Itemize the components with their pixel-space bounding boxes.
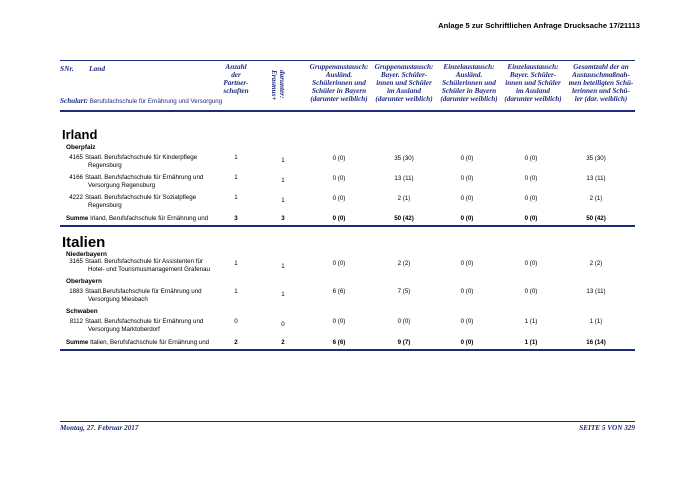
header-total bbox=[565, 63, 637, 103]
single-foreign-value: 0 (0) bbox=[460, 195, 474, 202]
partner-count: 1 bbox=[234, 260, 238, 267]
group-foreign-value: 0 (0) bbox=[332, 215, 346, 222]
group-bavarian-value: 35 (30) bbox=[394, 155, 414, 162]
erasmus-count: 3 bbox=[281, 215, 285, 222]
school-name-line2: Versorgung Regensburg bbox=[88, 182, 156, 189]
total-value: 35 (30) bbox=[586, 155, 606, 162]
footer-date: Montag, 27. Februar 2017 bbox=[60, 424, 139, 432]
group-foreign-value: 0 (0) bbox=[332, 260, 346, 267]
single-bavarian-value: 0 (0) bbox=[524, 195, 538, 202]
sum-word: Summe bbox=[66, 215, 89, 222]
page-header: Anlage 5 zur Schriftlichen Anfrage Drucksache 17/21113 bbox=[438, 21, 640, 30]
header-c3-l4: Schüler in Bayern bbox=[441, 87, 497, 95]
table-row bbox=[60, 194, 635, 214]
header-single-foreign bbox=[436, 63, 502, 103]
school-number: 4165 bbox=[69, 154, 83, 161]
header-c1-l2: Ausländ. bbox=[325, 71, 353, 79]
sum-text: Irland, Berufsfachschule für Ernährung und bbox=[90, 215, 209, 222]
sum-underline bbox=[60, 225, 635, 227]
header-c2-l3: innen und Schüler bbox=[376, 79, 432, 87]
single-foreign-value: 0 (0) bbox=[460, 318, 474, 325]
header-c4-l5: (darunter weiblich) bbox=[504, 95, 562, 103]
header-c4-l1: Einzelaustausch: bbox=[507, 63, 559, 71]
single-foreign-value: 0 (0) bbox=[460, 155, 474, 162]
footer-page-number: SEITE 5 VON 329 bbox=[579, 424, 635, 432]
erasmus-count: 0 bbox=[281, 321, 285, 328]
partner-count: 1 bbox=[234, 174, 238, 181]
total-value: 2 (1) bbox=[589, 195, 603, 202]
header-erasmus-l1: darunter: bbox=[278, 70, 286, 99]
header-c2-l2: Bayer. Schüler- bbox=[380, 71, 428, 79]
header-c1-l4: Schüler in Bayern bbox=[311, 87, 367, 95]
header-group-bavarian bbox=[371, 63, 437, 103]
header-erasmus bbox=[270, 70, 286, 100]
group-foreign-value: 0 (0) bbox=[332, 318, 346, 325]
single-bavarian-value: 0 (0) bbox=[524, 260, 538, 267]
header-erasmus-l2: Erasmus+ bbox=[270, 70, 278, 101]
school-name-line1: Staatl. Berufsfachschule für Assistenten für bbox=[85, 258, 203, 265]
schulart-value: Berufsfachschule für Ernährung und Versorgung bbox=[89, 98, 223, 105]
single-foreign-value: 0 (0) bbox=[460, 215, 474, 222]
total-value: 13 (11) bbox=[586, 175, 606, 182]
erasmus-count: 2 bbox=[281, 339, 285, 346]
header-group-foreign bbox=[306, 63, 372, 103]
header-c2-l5: (darunter weiblich) bbox=[375, 95, 433, 103]
single-bavarian-value: 0 (0) bbox=[524, 175, 538, 182]
sum-word: Summe bbox=[66, 339, 89, 346]
single-bavarian-value: 0 (0) bbox=[524, 215, 538, 222]
erasmus-count: 1 bbox=[281, 197, 285, 204]
group-bavarian-value: 2 (1) bbox=[397, 195, 411, 202]
school-number: 4222 bbox=[69, 194, 83, 201]
partner-count: 3 bbox=[234, 215, 238, 222]
group-foreign-value: 0 (0) bbox=[332, 155, 346, 162]
sum-underline bbox=[60, 349, 635, 351]
header-partner-l4: schaften bbox=[223, 87, 249, 95]
erasmus-count: 1 bbox=[281, 291, 285, 298]
header-c4-l2: Bayer. Schüler- bbox=[509, 71, 557, 79]
header-c2-l4: im Ausland bbox=[387, 87, 421, 95]
school-name-line1: Staatl. Berufsfachschule für Ernährung und bbox=[85, 174, 204, 181]
group-bavarian-value: 7 (5) bbox=[397, 288, 411, 295]
partner-count: 1 bbox=[234, 194, 238, 201]
sum-label bbox=[66, 339, 236, 347]
group-bavarian-value: 9 (7) bbox=[397, 339, 411, 346]
header-c4-l3: innen und Schüler bbox=[505, 79, 561, 87]
partner-count: 0 bbox=[234, 318, 238, 325]
header-c3-l2: Ausländ. bbox=[455, 71, 483, 79]
header-top-rule bbox=[60, 60, 635, 61]
erasmus-count: 1 bbox=[281, 263, 285, 270]
total-value: 13 (11) bbox=[586, 288, 606, 295]
partner-count: 1 bbox=[234, 154, 238, 161]
single-foreign-value: 0 (0) bbox=[460, 288, 474, 295]
total-value: 50 (42) bbox=[586, 215, 606, 222]
header-bottom-rule bbox=[60, 110, 635, 112]
total-value: 1 (1) bbox=[589, 318, 603, 325]
sum-label bbox=[66, 215, 236, 223]
group-foreign-value: 6 (6) bbox=[332, 339, 346, 346]
single-bavarian-value: 0 (0) bbox=[524, 155, 538, 162]
school-name-line2: Regensburg bbox=[88, 202, 122, 209]
school-name-line1: Staatl. Berufsfachschule für Sozialpflege bbox=[85, 194, 197, 201]
group-bavarian-value: 50 (42) bbox=[394, 215, 414, 222]
table-row bbox=[60, 288, 635, 308]
single-foreign-value: 0 (0) bbox=[460, 339, 474, 346]
table-row bbox=[60, 174, 635, 194]
header-c5-l1: Gesamtzahl der an bbox=[573, 63, 629, 71]
partner-count: 2 bbox=[234, 339, 238, 346]
header-schulart bbox=[60, 97, 222, 105]
header-partner bbox=[216, 63, 256, 95]
group-foreign-value: 0 (0) bbox=[332, 175, 346, 182]
header-snr: SNr. bbox=[60, 64, 74, 73]
sum-text: Italien, Berufsfachschule für Ernährung und bbox=[90, 339, 210, 346]
school-name-line1: Staatl. Berufsfachschule für Ernährung und bbox=[85, 318, 204, 325]
header-c2-l1: Gruppenaustausch: bbox=[374, 63, 434, 71]
partner-count: 1 bbox=[234, 288, 238, 295]
school-name-line1: Staatl. Berufsfachschule für Kinderpflege bbox=[85, 154, 198, 161]
school-number: 8112 bbox=[69, 318, 83, 325]
table-row bbox=[60, 154, 635, 174]
header-c5-l3: men beteiligten Schü- bbox=[568, 79, 634, 87]
school-name-line2: Regensburg bbox=[88, 162, 122, 169]
header-partner-l3: Partner- bbox=[223, 79, 249, 87]
school-name-line2: Hotel- und Tourismusmanagement Grafenau bbox=[88, 266, 210, 273]
region-title: Oberbayern bbox=[66, 278, 102, 285]
header-c1-l5: (darunter weiblich) bbox=[310, 95, 368, 103]
header-c5-l2: Austauschmaßnah- bbox=[572, 71, 630, 79]
region-title: Oberpfalz bbox=[66, 144, 96, 151]
group-bavarian-value: 13 (11) bbox=[394, 175, 414, 182]
total-value: 16 (14) bbox=[586, 339, 606, 346]
school-name-line2: Versorgung Miesbach bbox=[88, 296, 148, 303]
school-number: 1883 bbox=[69, 288, 83, 295]
total-value: 2 (2) bbox=[589, 260, 603, 267]
single-bavarian-value: 0 (0) bbox=[524, 288, 538, 295]
group-bavarian-value: 0 (0) bbox=[397, 318, 411, 325]
single-foreign-value: 0 (0) bbox=[460, 175, 474, 182]
header-partner-l2: der bbox=[231, 71, 241, 79]
group-bavarian-value: 2 (2) bbox=[397, 260, 411, 267]
header-partner-l1: Anzahl bbox=[225, 63, 247, 71]
single-bavarian-value: 1 (1) bbox=[524, 339, 538, 346]
schulart-label: Schulart: bbox=[60, 97, 88, 105]
header-c3-l5: (darunter weiblich) bbox=[440, 95, 498, 103]
header-c3-l3: Schülerinnen und bbox=[442, 79, 496, 87]
erasmus-count: 1 bbox=[281, 157, 285, 164]
school-number: 3165 bbox=[69, 258, 83, 265]
table-row bbox=[60, 258, 635, 278]
header-c1-l1: Gruppenaustausch: bbox=[309, 63, 369, 71]
header-c5-l4: lerinnen und Schü- bbox=[572, 87, 630, 95]
header-c3-l1: Einzelaustausch: bbox=[443, 63, 495, 71]
country-title: Italien bbox=[62, 234, 106, 251]
school-name-line2: Versorgung Marktoberdorf bbox=[88, 326, 160, 333]
group-foreign-value: 0 (0) bbox=[332, 195, 346, 202]
header-c1-l3: Schülerinnen und bbox=[312, 79, 366, 87]
group-foreign-value: 6 (6) bbox=[332, 288, 346, 295]
header-single-bavarian bbox=[500, 63, 566, 103]
header-land: Land bbox=[89, 64, 106, 73]
footer-rule bbox=[60, 421, 635, 422]
single-bavarian-value: 1 (1) bbox=[524, 318, 538, 325]
school-number: 4166 bbox=[69, 174, 83, 181]
single-foreign-value: 0 (0) bbox=[460, 260, 474, 267]
region-title: Niederbayern bbox=[66, 251, 107, 258]
erasmus-count: 1 bbox=[281, 177, 285, 184]
school-name-line1: Staatl.Berufsfachschule für Ernährung und bbox=[85, 288, 202, 295]
header-c4-l4: im Ausland bbox=[516, 87, 550, 95]
region-title: Schwaben bbox=[66, 308, 98, 315]
table-row bbox=[60, 318, 635, 338]
header-c5-l5: ler (dar. weiblich) bbox=[574, 95, 628, 103]
country-title: Irland bbox=[62, 127, 98, 142]
